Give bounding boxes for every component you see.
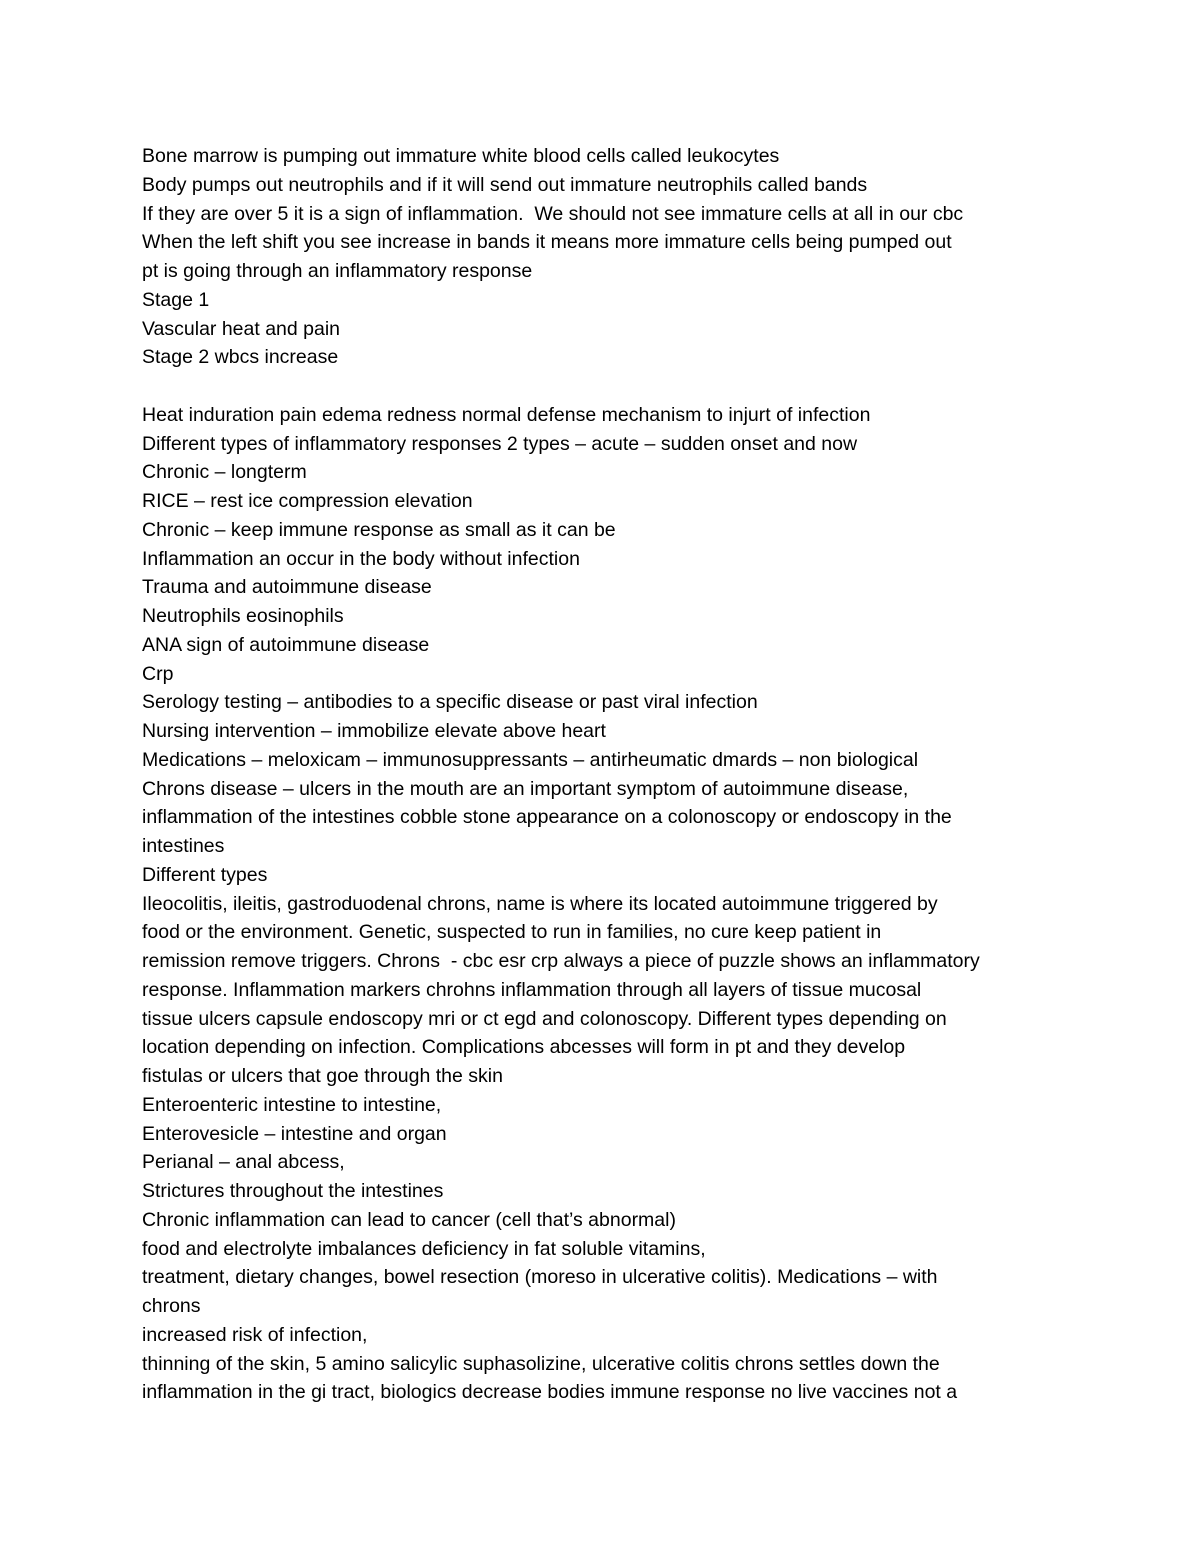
text-line: treatment, dietary changes, bowel resection (moreso in ulcerative colitis). Medications – with	[142, 1266, 938, 1289]
text-line: Trauma and autoimmune disease	[142, 576, 432, 599]
text-line: remission remove triggers. Chrons - cbc esr crp always a piece of puzzle shows an inflammatory	[142, 950, 980, 972]
text-line: When the left shift you see increase in bands it means more immature cells being pumped out	[142, 231, 952, 254]
text-line: Strictures throughout the intestines	[142, 1180, 444, 1202]
text-line: food and electrolyte imbalances deficiency in fat soluble vitamins,	[142, 1237, 706, 1260]
text-line: Medications – meloxicam – immunosuppressants – antirheumatic dmards – non biological	[142, 748, 919, 771]
text-line: Chrons disease – ulcers in the mouth are an important symptom of autoimmune disease,	[142, 777, 909, 800]
text-line: food or the environment. Genetic, suspected to run in families, no cure keep patient in	[142, 921, 882, 944]
text-line: Stage 2 wbcs increase	[142, 346, 339, 369]
text-line: Heat induration pain edema redness normal defense mechanism to injurt of infection	[142, 403, 871, 426]
text-line: fistulas or ulcers that goe through the skin	[142, 1065, 503, 1087]
text-line: inflammation in the gi tract, biologics decrease bodies immune response no live vaccines not a	[142, 1381, 958, 1404]
text-line: Perianal – anal abcess,	[142, 1151, 345, 1174]
text-line: thinning of the skin, 5 amino salicylic suphasolizine, ulcerative colitis chrons settles down the	[142, 1352, 940, 1375]
text-line: intestines	[142, 835, 225, 857]
text-line: Chronic – keep immune response as small as it can be	[142, 518, 616, 541]
text-line: location depending on infection. Complications abcesses will form in pt and they develop	[142, 1036, 906, 1059]
text-line: Ileocolitis, ileitis, gastroduodenal chrons, name is where its located autoimmune triggered by	[142, 892, 938, 915]
text-line: Nursing intervention – immobilize elevate above heart	[142, 720, 606, 742]
text-line: Different types of inflammatory responses 2 types – acute – sudden onset and now	[142, 432, 858, 455]
text-line: If they are over 5 it is a sign of inflammation. We should not see immature cells at all in our cbc	[142, 202, 964, 225]
text-line: Chronic – longterm	[142, 461, 307, 484]
text-line: Vascular heat and pain	[142, 317, 341, 340]
text-line: Body pumps out neutrophils and if it will send out immature neutrophils called bands	[142, 173, 868, 196]
text-line: response. Inflammation markers chrohns inflammation through all layers of tissue mucosal	[142, 978, 922, 1001]
text-line: Stage 1	[142, 288, 210, 311]
text-line: Different types	[142, 863, 268, 886]
blank-line	[142, 372, 1082, 401]
text-line: Enterovesicle – intestine and organ	[142, 1122, 447, 1145]
text-line: Chronic inflammation can lead to cancer (cell that’s abnormal)	[142, 1208, 676, 1231]
text-line: chrons	[142, 1295, 201, 1317]
text-line: increased risk of infection,	[142, 1323, 368, 1346]
text-line: Inflammation an occur in the body without infection	[142, 547, 580, 570]
text-line: Neutrophils eosinophils	[142, 605, 344, 627]
text-line: inflammation of the intestines cobble stone appearance on a colonoscopy or endoscopy in the	[142, 806, 952, 829]
text-line: ANA sign of autoimmune disease	[142, 633, 430, 656]
text-line: RICE – rest ice compression elevation	[142, 490, 473, 512]
text-line: pt is going through an inflammatory response	[142, 260, 533, 282]
document-body	[142, 142, 1082, 1407]
text-line: Serology testing – antibodies to a specific disease or past viral infection	[142, 691, 758, 714]
text-line: Bone marrow is pumping out immature white blood cells called leukocytes	[142, 145, 780, 167]
text-line: tissue ulcers capsule endoscopy mri or ct egd and colonoscopy. Different types depending on	[142, 1007, 947, 1030]
text-line: Crp	[142, 662, 174, 685]
text-line: Enteroenteric intestine to intestine,	[142, 1093, 442, 1116]
